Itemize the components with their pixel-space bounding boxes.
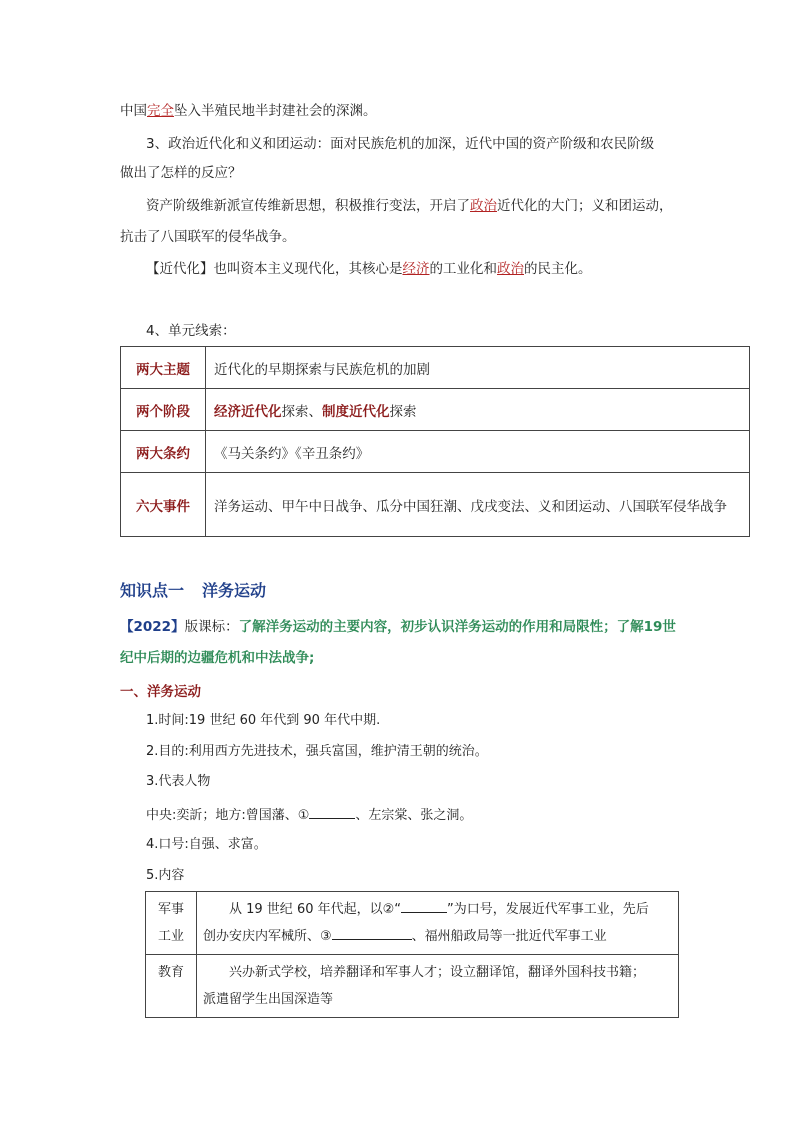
text-run: 创办安庆内军械所、③: [203, 929, 332, 944]
row-key-line: 工业: [157, 929, 184, 944]
table-row: [146, 955, 679, 1018]
text-run: 探索: [389, 403, 417, 420]
text-run: 【2022】: [120, 619, 185, 635]
content-table: [145, 891, 679, 1018]
text-run: 的民主化。: [524, 261, 592, 277]
curriculum-standard-line-1: [120, 617, 676, 637]
text-run: 的工业化和: [429, 261, 497, 277]
text-run: 兴办新式学校，培养翻译和军事人才；设立翻译馆，翻译外国科技书籍；: [229, 965, 646, 980]
text-run: 资产阶级维新派宣传维新思想，积极推行变法，开启了: [146, 198, 470, 214]
text-run: 中央:奕訢；地方:曾国藩、①: [146, 808, 310, 823]
point-content: 5.内容: [146, 868, 185, 883]
table-row: [121, 431, 750, 473]
row-value: 洋务运动、甲午中日战争、瓜分中国狂潮、戊戌变法、义和团运动、八国联军侵华战争: [206, 473, 750, 537]
curriculum-standard-line-2: [120, 648, 314, 668]
point-figures: 3.代表人物: [146, 774, 211, 789]
key-term: 经济: [402, 261, 430, 277]
text-run: 探索、: [281, 403, 322, 420]
table-row: [121, 473, 750, 537]
text-run: 派遣留学生出国深造等: [203, 992, 334, 1007]
key-term: 政治: [497, 261, 524, 277]
key-term: 经济近代化: [214, 403, 282, 420]
intro-line-6: [146, 259, 592, 279]
row-key: [146, 892, 197, 955]
row-value: [197, 892, 679, 955]
unit-clue-label: 4、单元线索：: [146, 323, 236, 339]
point-time: 1.时间:19 世纪 60 年代到 90 年代中期.: [146, 713, 381, 728]
row-value: [206, 389, 750, 431]
point-slogan: 4.口号:自强、求富。: [146, 837, 267, 852]
unit-clue-table: [120, 346, 750, 537]
intro-line-2: 3、政治近代化和义和团运动：面对民族危机的加深，近代中国的资产阶级和农民阶级: [146, 136, 655, 152]
text-run: 【近代化】也叫资本主义现代化，其核心是: [146, 261, 403, 277]
text-run: 近代化的大门；义和团运动，: [497, 198, 673, 214]
fill-blank-1[interactable]: [309, 804, 355, 819]
key-term: 政治: [470, 198, 497, 214]
intro-line-5: 抗击了八国联军的侵华战争。: [120, 229, 296, 245]
section-heading: [120, 578, 266, 601]
fill-blank-3[interactable]: [332, 925, 412, 940]
table-row: [146, 892, 679, 955]
row-value: [197, 955, 679, 1018]
point-purpose: 2.目的:利用西方先进技术，强兵富国，维护清王朝的统治。: [146, 744, 488, 759]
fill-blank-2[interactable]: [401, 898, 447, 913]
table-row: [121, 389, 750, 431]
row-value: 近代化的早期探索与民族危机的加剧: [206, 347, 750, 389]
row-key: 两大主题: [121, 347, 206, 389]
intro-line-4: [146, 196, 673, 216]
row-key-line: 军事: [157, 902, 184, 917]
row-key: 六大事件: [121, 473, 206, 537]
text-run: 中国: [120, 103, 147, 119]
row-key: 两个阶段: [121, 389, 206, 431]
point-figures-detail: [146, 804, 472, 826]
row-key: 两大条约: [121, 431, 206, 473]
row-value: 《马关条约》《辛丑条约》: [206, 431, 750, 473]
standard-text: 了解洋务运动的主要内容，初步认识洋务运动的作用和局限性；: [238, 619, 617, 635]
standard-text: 了解19世: [616, 619, 676, 635]
text-run: 坠入半殖民地半封建社会的深渊。: [174, 103, 377, 119]
text-run: 、左宗棠、张之洞。: [355, 808, 473, 823]
heading-title: 洋务运动: [202, 581, 267, 600]
text-run: 从 19 世纪 60 年代起，以②“: [229, 902, 402, 917]
text-run: 版课标：: [184, 619, 239, 635]
key-term: 完全: [147, 103, 174, 119]
intro-line-1: [120, 101, 377, 121]
standard-text: 纪中后期的边疆危机和中法战争;: [120, 650, 315, 666]
subsection-heading: 一、洋务运动: [120, 684, 201, 700]
text-run: 、福州船政局等一批近代军事工业: [411, 929, 607, 944]
intro-line-3: 做出了怎样的反应？: [120, 165, 242, 181]
table-row: [121, 347, 750, 389]
heading-number: 知识点一: [120, 581, 185, 600]
text-run: ”为口号，发展近代军事工业，先后: [447, 902, 649, 917]
row-key: 教育: [146, 955, 197, 1018]
key-term: 制度近代化: [322, 403, 390, 420]
